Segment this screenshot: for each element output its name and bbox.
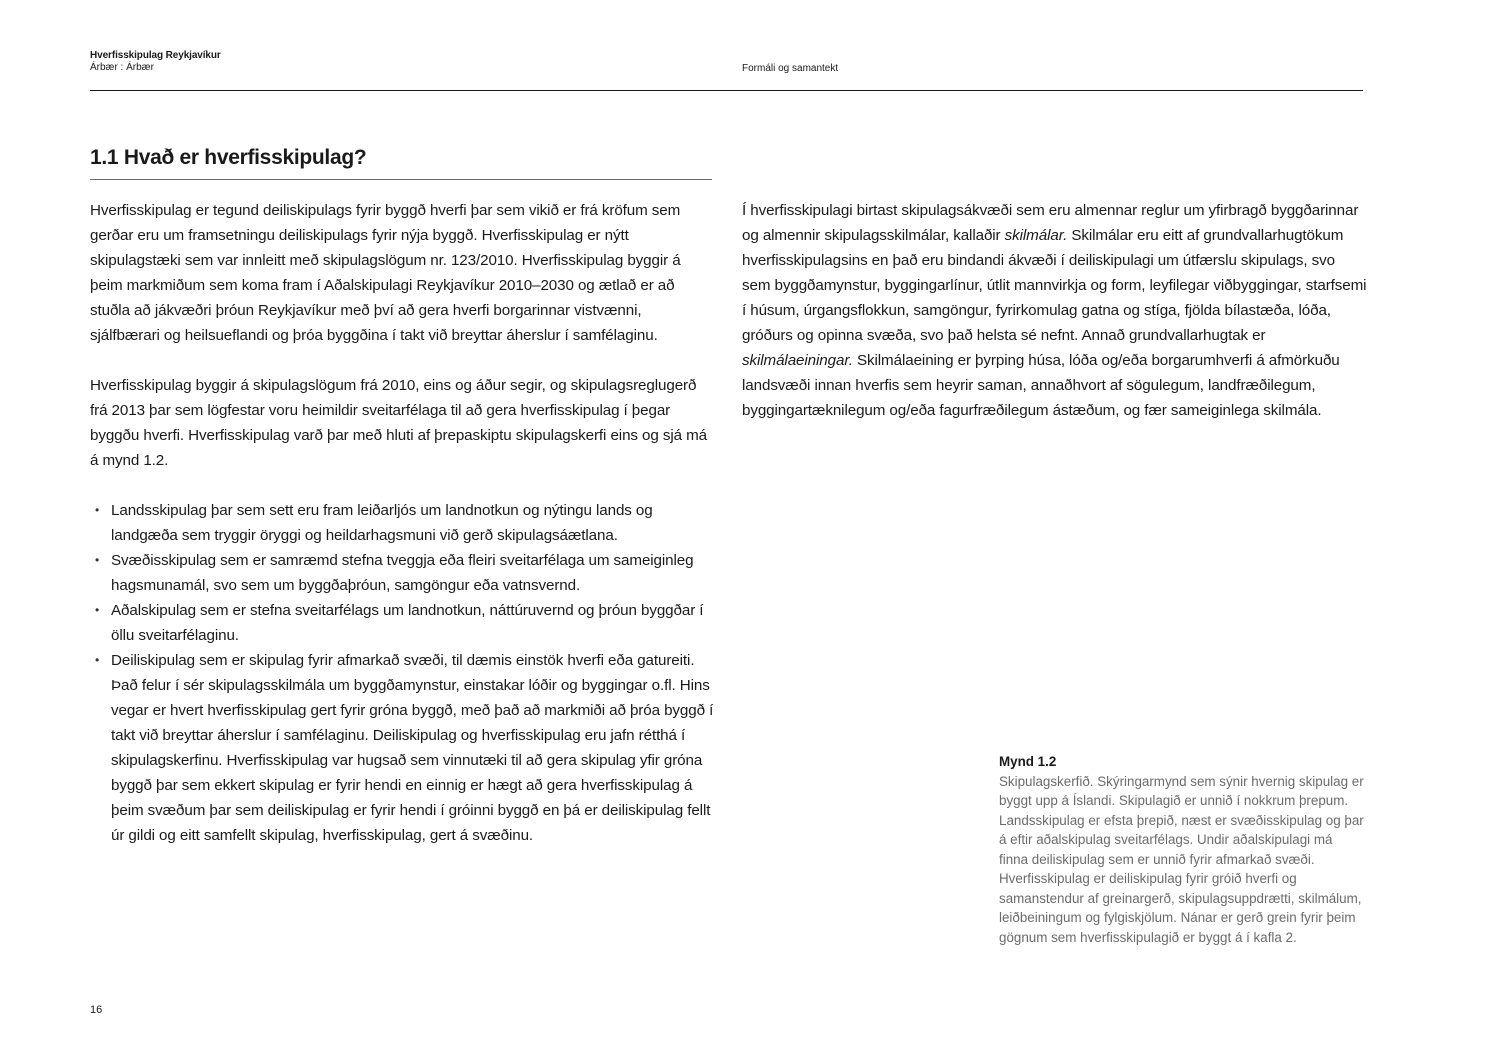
- terms-text-part-1: Í hverfisskipulagi birtast skipulagsákvæði sem eru almennar reglur um yfirbragð byggðarinnar og almennir skipulagsskilmálar, kallaðir: [742, 202, 1359, 244]
- bullet-icon: •: [95, 653, 100, 667]
- term-skilmalaeiningar: skilmálaeiningar.: [742, 352, 853, 369]
- right-column: [742, 198, 1367, 448]
- bullet-icon: •: [95, 503, 100, 517]
- terms-text-part-3: Skilmálaeining er þyrping húsa, lóða og/eða borgarumhverfi á afmörkuðu landsvæði innan hverfis sem heyrir saman, annaðhvort af sögulegum, landfræðilegum, byggingartæknilegum og/eða fagurfræðilegum ástæðum, og fær sameiginlega skilmála.: [742, 352, 1340, 419]
- document-subtitle: Árbær : Árbær: [90, 62, 154, 73]
- figure-caption: [999, 752, 1364, 947]
- planning-levels-list: [90, 498, 715, 848]
- page-header: [90, 50, 1363, 91]
- list-item-adalskipulag: [90, 598, 715, 648]
- bullet-icon: •: [95, 603, 100, 617]
- terms-text-part-2: Skilmálar eru eitt af grundvallarhugtökum hverfisskipulagsins en það eru bindandi ákvæði í deiliskipulagi um útfærslu skipulags, svo sem byggðamynstur, byggingarlínur, útlit mannvirkja og form, leyfilegar viðbyggingar, starfsemi í húsum, úrgangsflokkun, samgöngur, fyrirkomulag gatna og stíga, fjölda bílastæða, lóða, gróðurs og opinna svæða, svo það helsta sé nefnt. Annað grundvallarhugtak er: [742, 227, 1367, 344]
- bullet-icon: •: [95, 553, 100, 567]
- section-heading: 1.1 Hvað er hverfisskipulag?: [90, 145, 712, 180]
- list-item-text: Svæðisskipulag sem er samræmd stefna tveggja eða fleiri sveitarfélaga um sameiginleg hagsmunamál, svo sem um byggðaþróun, samgöngur eða vatnsvernd.: [111, 552, 694, 594]
- page-number: 16: [90, 1004, 103, 1016]
- list-item-text: Deiliskipulag sem er skipulag fyrir afmarkað svæði, til dæmis einstök hverfi eða gatureiti. Það felur í sér skipulagsskilmála um byggðamynstur, einstakar lóðir og byggingar o.fl. Hins vegar er hvert hverfisskipulag gert fyrir gróna byggð, með það að markmiði að þróa byggð í takt við breyttar áherslur í samfélaginu. Deiliskipulag og hverfisskipulag eru jafn rétthá í skipulagskerfinu. Hverfisskipulag var hugsað sem vinnutæki til að gera skipulag yfir gróna byggð þar sem ekkert skipulag er fyrir hendi en einnig er hægt að gera hverfisskipulag á þeim svæðum þar sem deiliskipulag er fyrir hendi í gróinni byggð en þá er deiliskipulag fellt úr gildi og eitt samfellt skipulag, hverfisskipulag, gert á svæðinu.: [111, 652, 714, 844]
- left-column: [90, 198, 715, 848]
- list-item-svaedisskipulag: [90, 548, 715, 598]
- terms-paragraph: [742, 198, 1367, 423]
- list-item-text: Aðalskipulag sem er stefna sveitarfélags um landnotkun, náttúruvernd og þróun byggðar í öllu sveitarfélaginu.: [111, 602, 704, 644]
- list-item-deiliskipulag: [90, 648, 715, 848]
- running-section-label: Formáli og samantekt: [742, 63, 839, 74]
- term-skilmalar: skilmálar.: [1004, 227, 1068, 244]
- figure-caption-text: Skipulagskerfið. Skýringarmynd sem sýnir hvernig skipulag er byggt upp á Íslandi. Skipulagið er unnið í nokkrum þrepum. Landsskipulag er efsta þrepið, næst er svæðisskipulag og þar á eftir aðalskipulag sveitarfélags. Undir aðalskipulagi má finna deiliskipulag sem er unnið fyrir afmarkað svæði. Hverfisskipulag er deiliskipulag fyrir gróið hverfi og samanstendur af greinargerð, skipulagsuppdrætti, skilmálum, leiðbeiningum og fylgiskjölum. Nánar er gerð grein fyrir þeim gögnum sem hverfisskipulagið er byggt á í kafla 2.: [999, 773, 1364, 945]
- legal-basis-paragraph: Hverfisskipulag byggir á skipulagslögum frá 2010, eins og áður segir, og skipulagsreglugerð frá 2013 þar sem lögfestar voru heimildir sveitarfélaga til að gera hverfisskipulag í þegar byggðu hverfi. Hverfisskipulag varð þar með hluti af þrepaskiptu skipulagskerfi eins og sjá má á mynd 1.2.: [90, 377, 707, 469]
- document-title: Hverfisskipulag Reykjavíkur: [90, 50, 221, 61]
- list-item-text: Landsskipulag þar sem sett eru fram leiðarljós um landnotkun og nýtingu lands og landgæða sem tryggir öryggi og heildarhagsmuni við gerð skipulagsáætlana.: [111, 502, 653, 544]
- intro-paragraph: Hverfisskipulag er tegund deiliskipulags fyrir byggð hverfi þar sem vikið er frá kröfum sem gerðar eru um framsetningu deiliskipulags fyrir nýja byggð. Hverfisskipulag er nýtt skipulagstæki sem var innleitt með skipulagslögum nr. 123/2010. Hverfisskipulag byggir á þeim markmiðum sem koma fram í Aðalskipulagi Reykjavíkur 2010–2030 og ætlað er að stuðla að jákvæðri þróun Reykjavíkur með því að gera hverfi borgarinnar vistvænni, sjálfbærari og heilsueflandi og þróa byggðina í takt við breyttar áherslur í samfélaginu.: [90, 202, 681, 344]
- list-item-landsskipulag: [90, 498, 715, 548]
- figure-caption-title: Mynd 1.2: [999, 754, 1057, 769]
